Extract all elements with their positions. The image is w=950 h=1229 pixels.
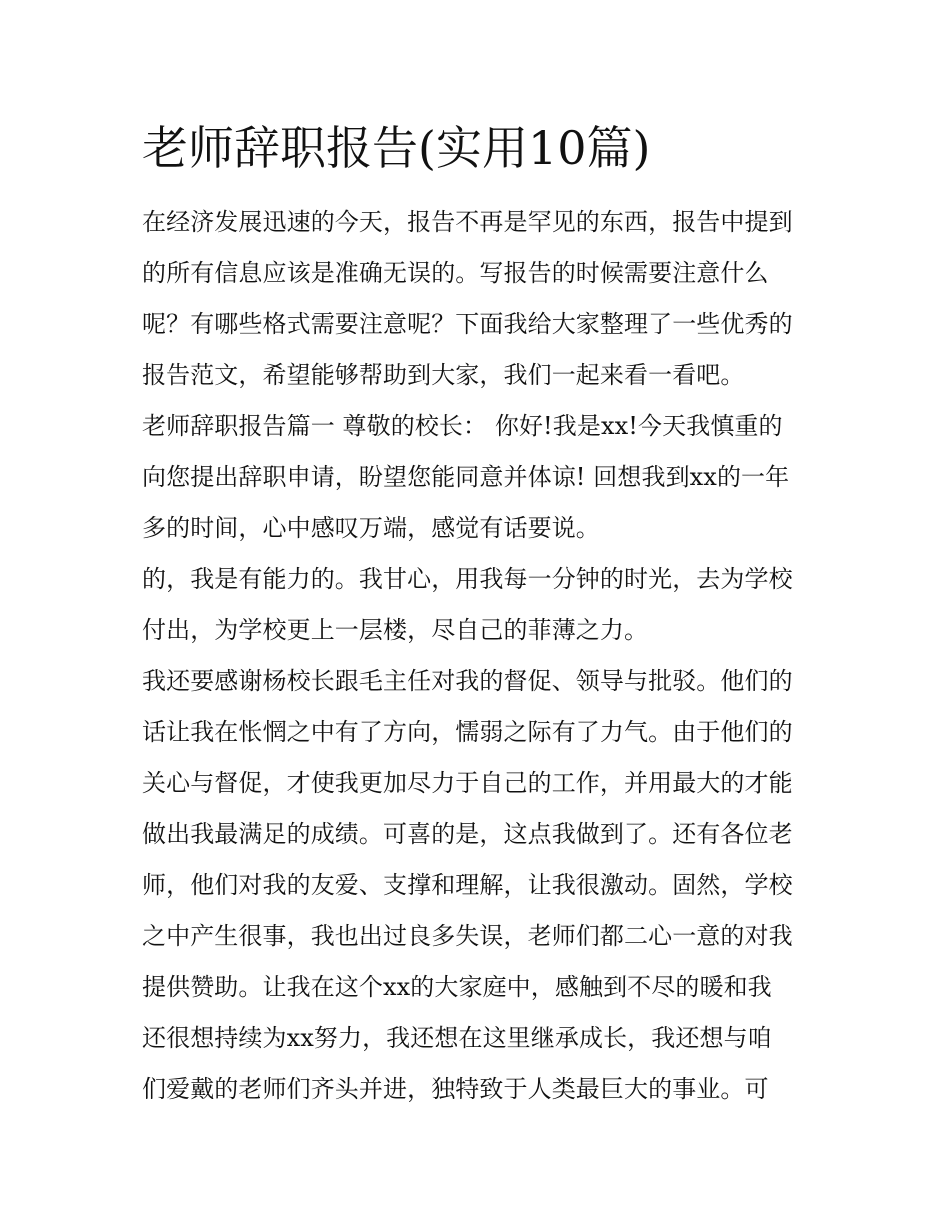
text-line: 的所有信息应该是准确无误的。写报告的时候需要注意什么	[142, 259, 769, 287]
text-line: 师，他们对我的友爱、支撑和理解，让我很激动。固然，学校	[142, 871, 793, 899]
text-line: 做出我最满足的成绩。可喜的是，这点我做到了。还有各位老	[142, 820, 793, 848]
text-line: 向您提出辞职申请，盼望您能同意并体谅! 回想我到xx的一年	[142, 463, 790, 491]
document-body	[142, 197, 817, 1115]
text-line: 提供赞助。让我在这个xx的大家庭中，感触到不尽的暖和我	[142, 973, 772, 1001]
text-line: 付出，为学校更上一层楼，尽自己的菲薄之力。	[142, 616, 649, 644]
text-line: 多的时间，心中感叹万端，感觉有话要说。	[142, 514, 600, 542]
text-line: 们爱戴的老师们齐头并进，独特致于人类最巨大的事业。可	[142, 1075, 769, 1103]
text-line: 在经济发展迅速的今天，报告不再是罕见的东西，报告中提到	[142, 208, 793, 236]
text-line: 的，我是有能力的。我甘心，用我每一分钟的时光，去为学校	[142, 565, 793, 593]
text-line: 关心与督促，才使我更加尽力于自己的工作，并用最大的才能	[142, 769, 793, 797]
page-title: 老师辞职报告(实用10篇)	[142, 121, 651, 175]
text-line: 话让我在怅惘之中有了方向，懦弱之际有了力气。由于他们的	[142, 718, 793, 746]
text-line: 我还要感谢杨校长跟毛主任对我的督促、领导与批驳。他们的	[142, 667, 793, 695]
text-line: 还很想持续为xx努力，我还想在这里继承成长，我还想与咱	[142, 1024, 772, 1052]
text-line: 老师辞职报告篇一 尊敬的校长： 你好!我是xx!今天我慎重的	[142, 412, 783, 440]
text-line: 呢？有哪些格式需要注意呢？下面我给大家整理了一些优秀的	[142, 310, 793, 338]
text-line: 之中产生很事，我也出过良多失误，老师们都二心一意的对我	[142, 922, 793, 950]
text-line: 报告范文，希望能够帮助到大家，我们一起来看一看吧。	[142, 361, 745, 389]
